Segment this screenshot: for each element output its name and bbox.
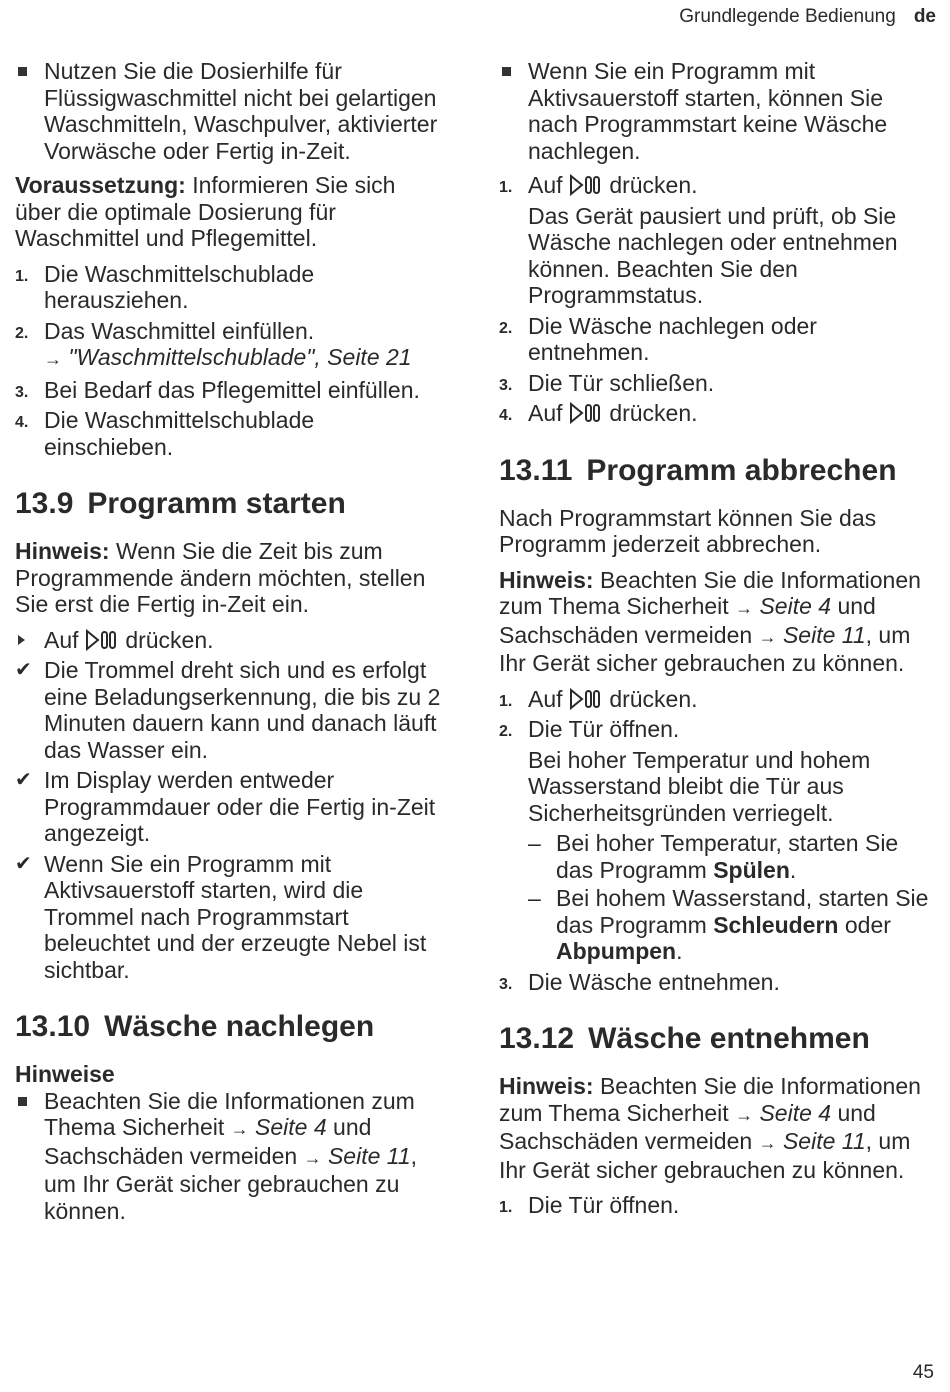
program-name: Abpumpen	[556, 938, 677, 964]
dash-bullet-icon: –	[528, 885, 541, 911]
result-text: Wenn Sie ein Programm mit Aktivsauerstoff starten, wird die Trommel nach Programmstart beleuchtet und der erzeugte Nebel ist sichtbar.	[44, 850, 427, 983]
sub-text: oder	[838, 911, 891, 938]
section-title: Wäsche entnehmen	[588, 1022, 870, 1055]
hint-text: und Sachschäden vermeiden	[499, 593, 876, 648]
sub-list-item	[528, 885, 935, 965]
start-pause-icon	[569, 402, 603, 424]
hint	[499, 1073, 935, 1183]
step-number: 2.	[15, 324, 29, 342]
sub-text: .	[789, 856, 797, 883]
step-text: Die Wäsche entnehmen.	[528, 968, 780, 995]
hint-label: Hinweis:	[499, 566, 594, 593]
bullet-text: Nutzen Sie die Dosierhilfe für Flüssigwaschmittel nicht bei gelartigen Waschmitteln, Waschpulver, aktivierter Vorwäsche oder Fertig in-Zeit.	[44, 58, 438, 164]
page-reference-link[interactable]: Seite 11	[327, 1142, 411, 1169]
program-name: Spülen	[713, 856, 790, 883]
checkmark-icon: ✔	[15, 659, 32, 681]
hint-label: Hinweis:	[499, 1073, 594, 1099]
page-reference-link[interactable]: Seite 4	[759, 1099, 832, 1126]
section-title: Programm starten	[87, 487, 346, 520]
step-number: 2.	[499, 319, 513, 337]
arrow-right-icon: →	[758, 626, 777, 647]
dash-bullet-icon: –	[528, 830, 541, 856]
step-number: 4.	[15, 414, 29, 431]
result-item	[15, 657, 445, 763]
page-reference-link[interactable]: Seite 4	[255, 1114, 327, 1140]
section-heading-13-12	[499, 1021, 935, 1057]
bullet-item	[15, 58, 445, 164]
step-item	[15, 377, 445, 404]
result-text: Die Trommel dreht sich und es erfolgt eine Beladungserkennung, die bis zu 2 Minuten dauern kann und danach läuft das Wasser ein.	[44, 657, 441, 763]
step-number: 1.	[499, 692, 513, 710]
arrow-right-icon: →	[758, 1133, 777, 1153]
sub-text: .	[676, 938, 683, 964]
step-number: 1.	[499, 179, 513, 196]
intro-text: Nach Programmstart können Sie das Programm jederzeit abbrechen.	[499, 504, 877, 557]
page-reference-link[interactable]: Seite 11	[782, 1128, 866, 1154]
action-text: Auf	[44, 626, 79, 653]
step-text: Das Waschmittel einfüllen.	[44, 317, 315, 344]
step-number: 3.	[499, 975, 513, 993]
program-name: Schleudern	[713, 911, 839, 938]
section-title: Grundlegende Bedienung	[679, 6, 896, 27]
step-text: Die Tür schließen.	[528, 369, 715, 396]
result-item	[15, 851, 445, 984]
step-number: 2.	[499, 723, 513, 740]
start-pause-icon	[85, 629, 119, 651]
start-pause-icon	[569, 688, 603, 710]
hint-text: Wenn Sie die Zeit bis zum Programmende ändern möchten, stellen Sie erst die Fertig in-Zeit ein.	[15, 538, 426, 617]
arrow-right-icon: →	[230, 1119, 249, 1139]
step-item	[499, 400, 935, 427]
step-item	[15, 407, 445, 460]
hint-text: , um Ihr Gerät sicher gebrauchen zu können.	[499, 621, 911, 676]
section-number: 13.10	[15, 1010, 91, 1043]
hint	[499, 567, 935, 677]
step-number: 1.	[499, 1199, 513, 1216]
prerequisite	[15, 172, 445, 252]
hint-text: Beachten Sie die Informationen zum Thema Sicherheit	[499, 566, 921, 619]
hint-text: Beachten Sie die Informationen zum Thema Sicherheit	[44, 1087, 415, 1140]
action-text: drücken.	[125, 626, 214, 653]
step-text: Auf	[528, 172, 563, 198]
hint-text: , um Ihr Gerät sicher gebrauchen zu können.	[44, 1142, 418, 1224]
step-item	[499, 969, 935, 996]
checkmark-icon: ✔	[15, 769, 32, 791]
section-title: Programm abbrechen	[586, 453, 897, 487]
result-text: Im Display werden entweder Programmdauer oder die Fertig in-Zeit angezeigt.	[44, 767, 436, 846]
step-item	[499, 1192, 935, 1219]
page-reference-link[interactable]: "Waschmittelschublade", Seite 21	[68, 344, 412, 370]
sub-list-item	[528, 830, 935, 883]
hint	[15, 538, 445, 618]
page-reference-link[interactable]: Seite 11	[782, 621, 866, 648]
step-text: Die Tür öffnen.	[528, 1192, 680, 1218]
arrow-right-icon: →	[44, 349, 62, 369]
step-text: Auf	[528, 685, 563, 712]
page-number: 45	[912, 1362, 934, 1383]
hint-text: , um Ihr Gerät sicher gebrauchen zu können.	[499, 1128, 911, 1183]
step-text: Die Wäsche nachlegen oder entnehmen.	[528, 312, 817, 365]
prerequisite-text: Informieren Sie sich über die optimale Dosierung für Waschmittel und Pflegemittel.	[15, 172, 396, 251]
step-item	[499, 313, 935, 366]
arrow-right-icon: →	[735, 1104, 754, 1125]
step-number: 1.	[15, 267, 29, 285]
page-header	[679, 6, 936, 28]
step-text: Bei Bedarf das Pflegemittel einfüllen.	[44, 376, 420, 403]
action-item	[15, 627, 445, 654]
step-item	[15, 261, 445, 314]
step-text: drücken.	[609, 172, 698, 198]
checkmark-icon: ✔	[15, 852, 32, 875]
bullet-item	[15, 1088, 445, 1225]
hint-label: Hinweis:	[15, 538, 110, 564]
step-text: Die Waschmittelschublade einschieben.	[44, 407, 315, 460]
step-text: Die Tür öffnen.	[528, 716, 680, 742]
section-heading-13-9	[15, 486, 445, 522]
step-item	[499, 686, 935, 713]
step-text: drücken.	[609, 685, 698, 712]
step-item	[499, 172, 935, 199]
section-number: 13.12	[499, 1022, 575, 1055]
step-number: 3.	[499, 376, 513, 394]
prerequisite-label: Voraussetzung:	[15, 172, 186, 198]
arrow-right-icon: →	[735, 598, 754, 618]
start-pause-icon	[569, 174, 603, 196]
sub-text: Bei hoher Temperatur, starten Sie das Programm	[556, 830, 899, 883]
section-heading-13-10	[15, 1009, 445, 1045]
section-number: 13.9	[15, 487, 74, 520]
section-heading-13-11	[499, 453, 935, 489]
result-item	[15, 767, 445, 847]
sub-text: Bei hohem Wasserstand, starten Sie das Programm	[556, 885, 929, 938]
hint-text: und Sachschäden vermeiden	[44, 1114, 372, 1169]
step-text: Die Waschmittelschublade herausziehen.	[44, 260, 315, 313]
hint-text: und Sachschäden vermeiden	[499, 1099, 876, 1154]
bullet-item	[499, 58, 935, 164]
step-text: drücken.	[609, 400, 698, 426]
left-column	[15, 58, 445, 1228]
hints-heading: Hinweise	[15, 1061, 115, 1087]
arrow-right-icon: →	[303, 1147, 322, 1168]
page-reference-link[interactable]: Seite 4	[759, 593, 832, 619]
step-number: 4.	[499, 407, 513, 424]
hint-text: Beachten Sie die Informationen zum Thema Sicherheit	[499, 1073, 921, 1126]
step-item	[15, 318, 445, 373]
sub-list	[499, 830, 935, 965]
step-item	[499, 370, 935, 397]
step-note: Bei hoher Temperatur und hohem Wasserstand bleibt die Tür aus Sicherheitsgründen verriegelt.	[528, 746, 871, 826]
step-text: Auf	[528, 400, 563, 426]
step-note: Das Gerät pausiert und prüft, ob Sie Wäsche nachlegen oder entnehmen können. Beachten Sie den Programmstatus.	[528, 202, 898, 308]
step-item	[499, 716, 935, 743]
section-number: 13.11	[499, 453, 573, 487]
step-number: 3.	[15, 383, 29, 401]
bullet-text: Wenn Sie ein Programm mit Aktivsauerstoff starten, können Sie nach Programmstart keine Wäsche nachlegen.	[528, 58, 888, 164]
language-code: de	[913, 6, 936, 27]
right-column	[499, 58, 935, 1223]
section-title: Wäsche nachlegen	[104, 1010, 375, 1043]
